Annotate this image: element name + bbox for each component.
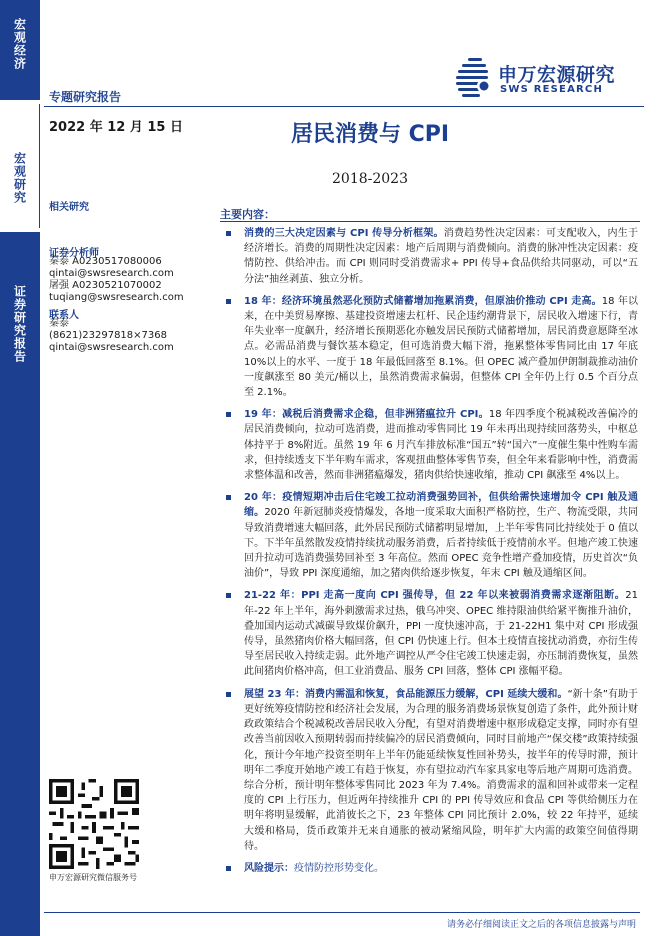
sws-logo	[450, 56, 640, 104]
qr-code-icon	[49, 779, 139, 869]
bullet-marker-icon	[226, 299, 231, 304]
page-title: 居民消费与 CPI	[290, 122, 450, 147]
analyst-email-2[interactable]: tuqiang@swsresearch.com	[49, 292, 184, 303]
bullet-lead: 消费的三大决定因素与 CPI 传导分析框架。	[244, 228, 444, 239]
bullet-outlook-2023	[222, 687, 638, 854]
summary-bullet-list	[222, 226, 638, 876]
left-sidebar	[0, 0, 40, 936]
report-type: 专题研究报告	[49, 90, 122, 104]
main-content-divider	[220, 221, 640, 222]
main-content-heading: 主要内容：	[220, 208, 275, 221]
bullet-lead: 风险提示：	[244, 862, 294, 874]
bullet-body: 消费趋势性决定因素：可支配收入，内生于经济增长。消费的周期性决定因素：地产后周期与消费倾向。消费的脉冲性决定因素：疫情防控、供给冲击。而 CPI 则同时受消费需求+ PPI 传导+食品供给共同驱动，可以“五分法”抽丝剥茧、独立分析。	[244, 228, 639, 285]
bullet-body: 18 年以来，在中美贸易摩擦、基建投资增速去杠杆、民企违约潮背景下，居民收入增速下行，青年失业率一度飙升，经济增长预期恶化亦触发居民预防式储蓄增加，居民消费意愿降至冰点。必需品消费与餐饮基本稳定，但可选消费大幅下滑，拖累整体零售同比由 17 年底 10%以上的水平、一度于 18 年最低回落至 8.1%。但 OPEC 减产叠加伊朗制裁推动油价一度飙涨至 80 美元/桶以上，虽然消费需求偏弱，但整体 CPI 全年仍上行 0.5 个百分点至 2.1%。	[244, 295, 638, 399]
bullet-marker-icon	[226, 593, 231, 598]
bullet-marker-icon	[226, 231, 231, 236]
sws-logo-mark	[450, 56, 494, 102]
page-subtitle: 2018-2023	[332, 171, 408, 187]
logo-english-name: SWS RESEARCH	[500, 84, 604, 95]
header-divider	[44, 106, 644, 107]
footer-disclaimer: 请务必仔细阅读正文之后的各项信息披露与声明	[446, 920, 636, 930]
bullet-2019	[222, 407, 638, 483]
contact-heading: 联系人	[49, 310, 79, 321]
bullet-marker-icon	[226, 692, 231, 697]
analyst-line-2: 屠强 A0230521070002	[49, 280, 162, 291]
analysts-heading: 证券分析师	[49, 248, 99, 259]
bullet-framework	[222, 226, 638, 287]
bullet-body: 18 年四季度个税减税改善偏冷的居民消费倾向，拉动可选消费，进而推动零售同比 19 年未再出现持续回落势头，中枢总体持平于 8%附近。虽然 19 年 6 月汽车排放标准“国五”转“国六”一度催生集中性购车需求，但持续透支下半年购车需求，客观扭曲整体零售节奏，但全年来看影响中性，消费需求整体温和改善，然而非洲猪瘟爆发，猪肉供给快速收缩，推动 CPI 飙涨至 4%以上。	[244, 409, 638, 482]
bullet-body: 21 年-22 年上半年，海外刺激需求过热，俄乌冲突、OPEC 维持限油供给紧平衡推升油价，叠加国内运动式减碳导致煤价飙升，PPI 一度快速冲高，于 21-22H1 集中对 CPI 形成强传导，虽然猪肉价格大幅回落，但 CPI 仍快速上行。但本土疫情直接扰动消费，亦衍生传导至居民收入持续走弱。此外地产调控从严令住宅竣工快速走弱，亦压制消费恢复，虽然此间猪肉价格冲高，但工业消费品、服务 CPI 回落，整体 CPI 涨幅平稳。	[244, 590, 638, 678]
bullet-marker-icon	[226, 495, 231, 500]
bullet-lead: 19 年：减税后消费需求企稳，但非洲猪瘟拉升 CPI。	[244, 409, 489, 421]
related-research-heading[interactable]: 相关研究	[49, 202, 89, 213]
qr-caption: 申万宏源研究微信服务号	[49, 873, 137, 882]
bullet-risk-warning	[222, 861, 638, 876]
bullet-lead: 20 年：疫情短期冲击后住宅竣工拉动消费强势回补，但供给需快速增加令 CPI 触及通缩。	[244, 492, 638, 519]
bullet-body: 疫情防控形势变化。	[294, 862, 384, 874]
bullet-lead: 21-22 年：PPI 走高一度向 CPI 强传导，但 22 年以来被弱消费需求逐渐阻断。	[244, 590, 626, 602]
sidebar-label-macro-research: 宏观研究	[12, 152, 27, 204]
contact-email[interactable]: qintai@swsresearch.com	[49, 342, 174, 353]
bullet-body: 2020 年新冠肺炎疫情爆发，各地一度采取大面积严格防控，生产、物流受限，共同导致消费增速大幅回落，此外居民预防式储蓄明显增加，上半年零售同比持续处于 0 值以下。下半年虽然散发疫情持续扰动服务消费，后者持续低于疫情前水平。但地产竣工快速回升拉动可选消费强势回补至 3 年高位。然而 OPEC 竞争性增产叠加疫情，历史首次“负油价”，导致 PPI 深度通缩，加之猪肉供给逐步恢复，年末 CPI 触及通缩区间。	[244, 507, 639, 580]
bullet-marker-icon	[226, 412, 231, 417]
bullet-2020	[222, 490, 638, 581]
sidebar-label-securities-report: 证券研究报告	[12, 285, 27, 363]
bullet-2018	[222, 294, 638, 400]
contact-name: 秦泰	[49, 318, 69, 329]
report-date: 2022 年 12 月 15 日	[49, 120, 183, 135]
logo-chinese-name: 申万宏源研究	[498, 64, 616, 86]
bullet-2021-2022	[222, 588, 638, 679]
sidebar-label-macro-economy: 宏观经济	[12, 18, 27, 70]
analyst-line-1: 秦泰 A0230517080006	[49, 256, 162, 267]
analyst-email-1[interactable]: qintai@swsresearch.com	[49, 268, 174, 279]
bullet-marker-icon	[226, 866, 231, 871]
bullet-body: “新十条”有助于更好统筹疫情防控和经济社会发展，为合理的服务消费场景恢复创造了条件，此外预计财政政策结合个税减税改善居民收入分配，有望对消费增速中枢形成稳定支撑，同时亦有望改善当前因收入预期转弱而持续偏冷的居民消费倾向，同时目前地产“保交楼”政策持续强化，预计今年地产投资至明年上半年仍能延续恢复性回补势头，按半年的传导时滞，预计明年二季度开始地产竣工有趋于恢复，亦有望拉动汽车家具家电等后地产周期可选消费。综合分析，预计明年整体零售同比 2023 年为 7.4%。消费需求的温和回补或带来一定程度的 CPI 上行压力，但近两年持续推升 CPI 的 PPI 传导效应和食品 CPI 等供给侧压力在明年将明显缓解，此消彼长之下，23 年整体 CPI 同比预计 2.0%，较 22 年持平，延续大缓和格局，货币政策并无来自通胀的被动紧缩风险，明年扩大内需的政策空间值得期待。	[244, 688, 638, 852]
bullet-lead: 18 年：经济环境虽然恶化预防式储蓄增加拖累消费，但原油价推动 CPI 走高。	[244, 295, 602, 307]
bullet-lead: 展望 23 年：消费内需温和恢复，食品能源压力缓解，CPI 延续大缓和。	[244, 688, 568, 700]
footer-divider	[44, 912, 640, 913]
contact-phone: (8621)23297818×7368	[49, 330, 167, 341]
